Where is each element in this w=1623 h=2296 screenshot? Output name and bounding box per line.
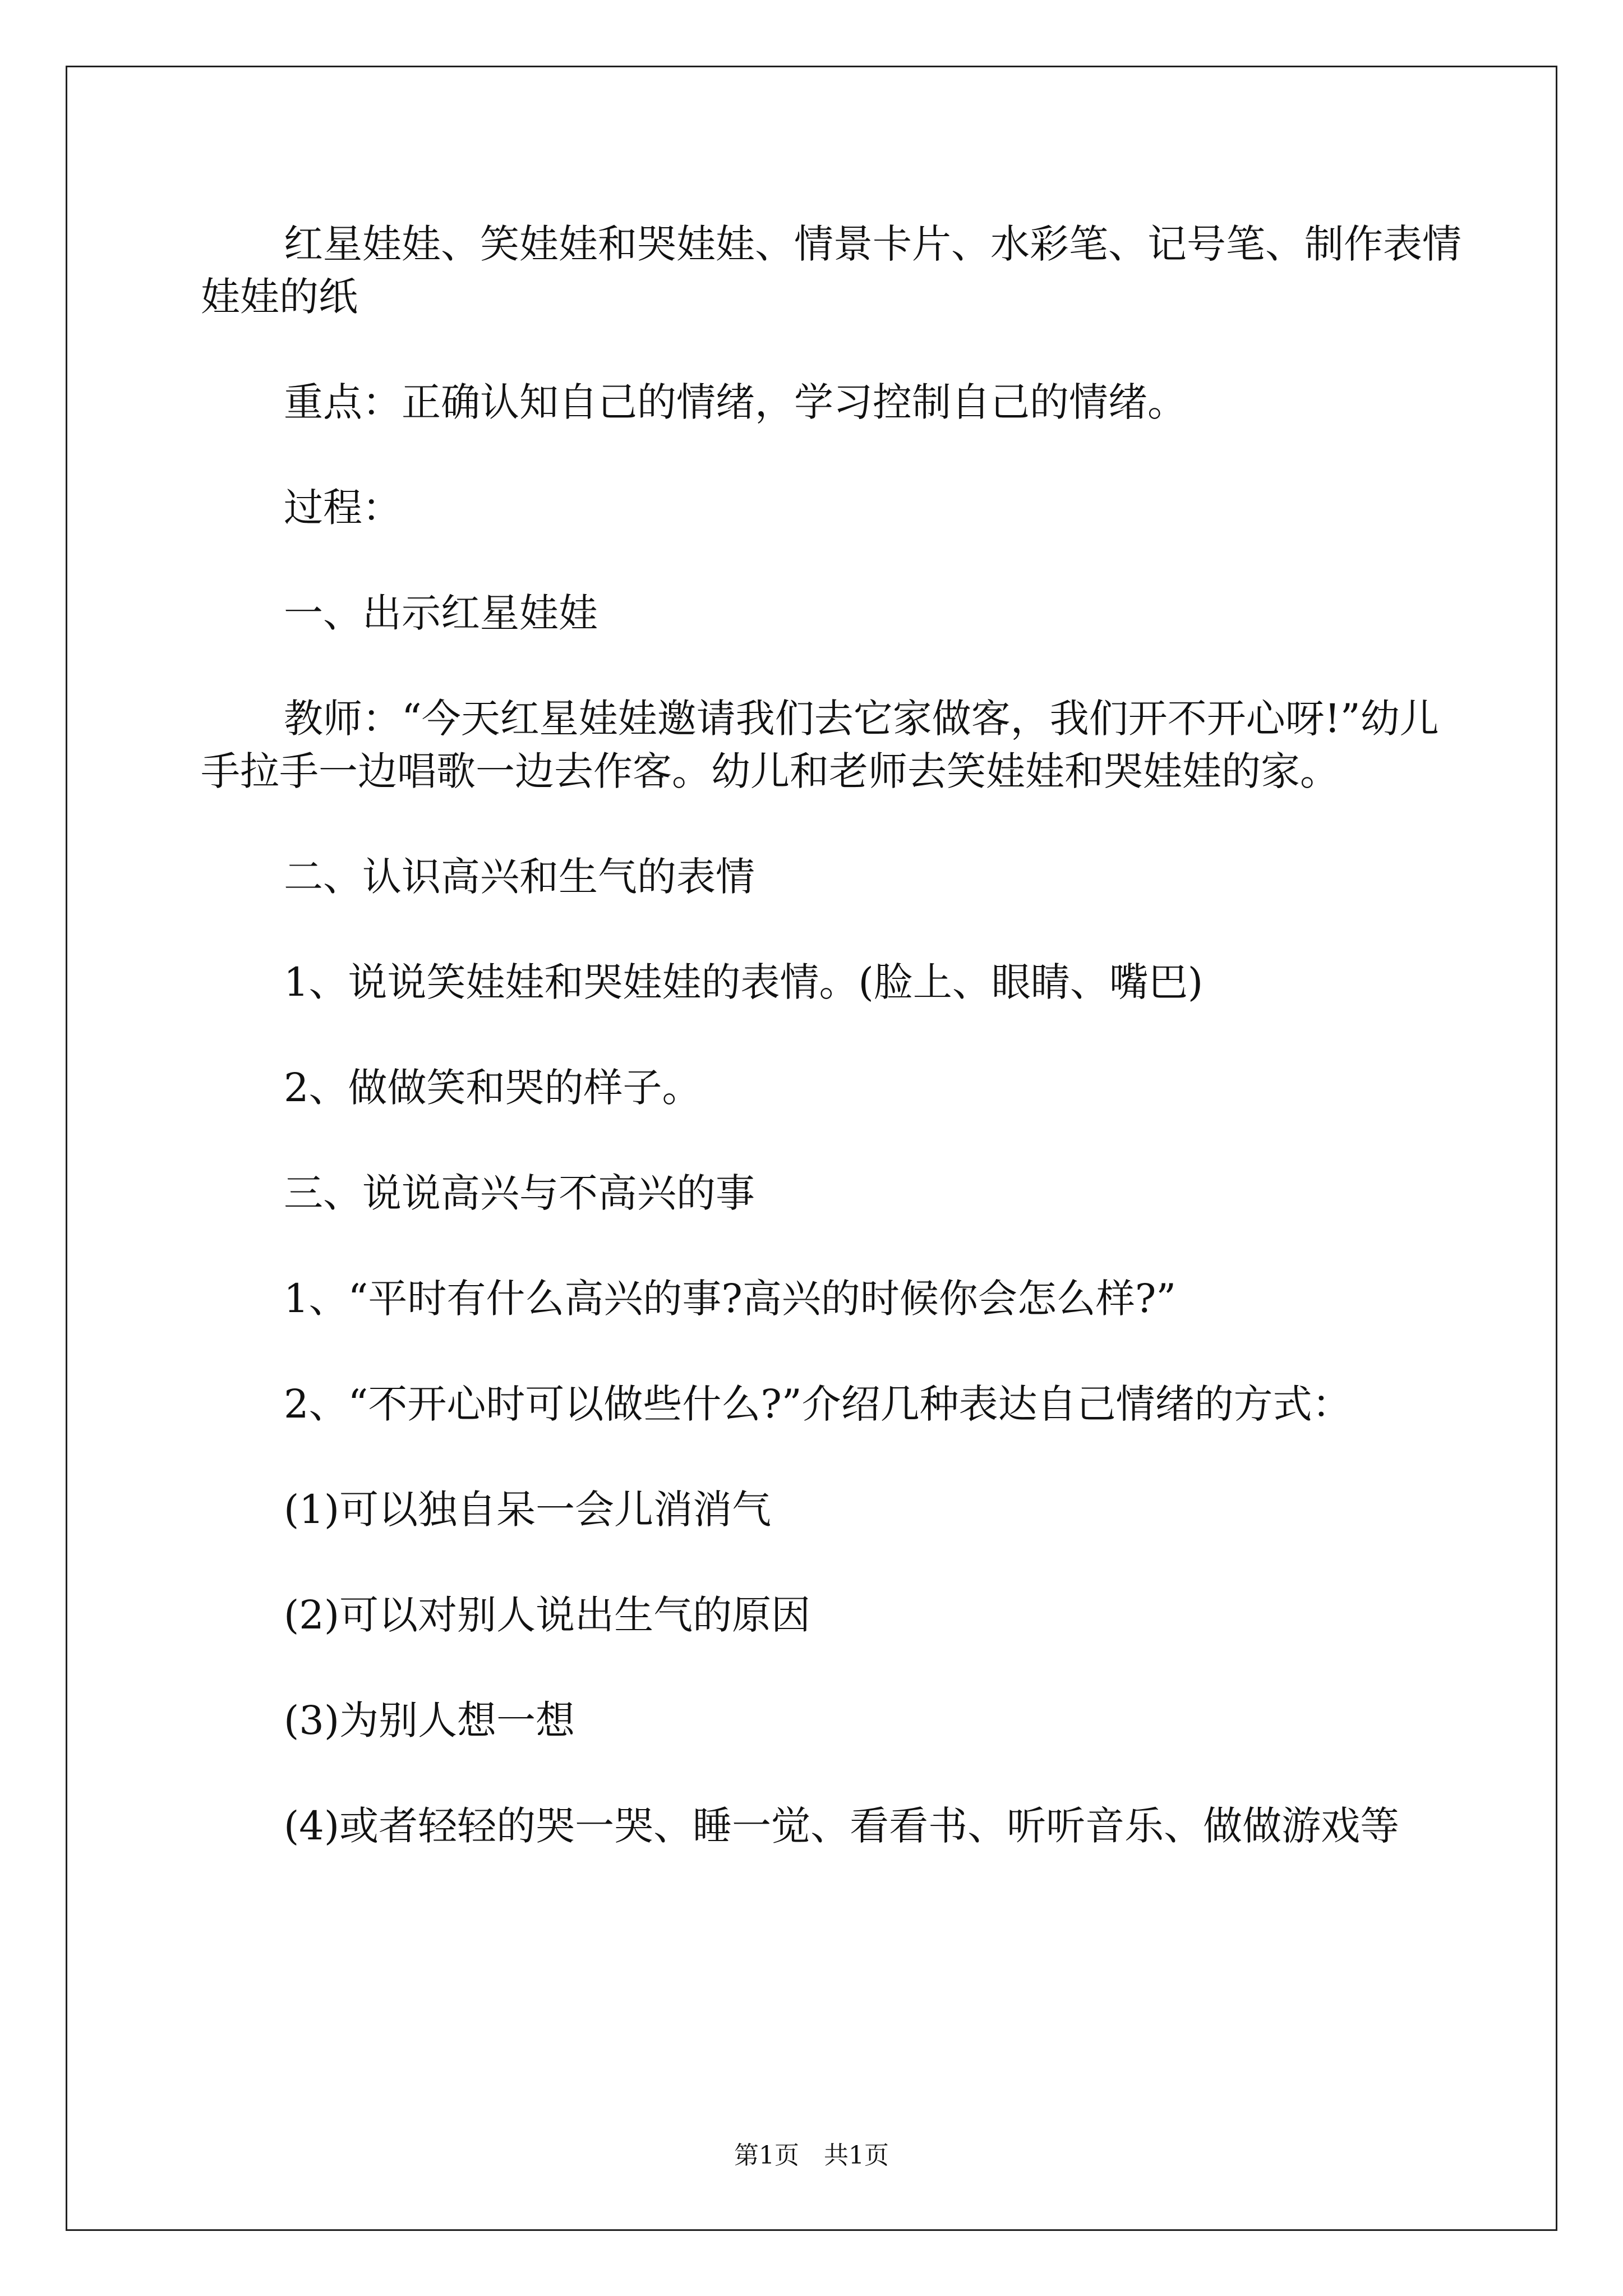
page-number: 第1页 — [734, 2141, 799, 2170]
paragraph-item-3-2: 2、“不开心时可以做些什么?”介绍几种表达自己情绪的方式： — [284, 1381, 1352, 1427]
paragraph-item-2-2: 2、做做笑和哭的样子。 — [284, 1065, 702, 1111]
paragraph-way-4: (4)或者轻轻的哭一哭、睡一觉、看看书、听听音乐、做做游戏等 — [284, 1803, 1400, 1849]
paragraph-item-2-1: 1、说说笑娃娃和哭娃娃的表情。(脸上、眼睛、嘴巴) — [284, 959, 1204, 1005]
paragraph-section-2: 二、认识高兴和生气的表情 — [284, 854, 755, 900]
paragraph-teacher-dialogue: 教师：“今天红星娃娃邀请我们去它家做客，我们开不开心呀!”幼儿手拉手一边唱歌一边去作客。幼儿和老师去笑娃娃和哭娃娃的家。 — [201, 696, 1439, 794]
paragraph-item-3-1: 1、“平时有什么高兴的事?高兴的时候你会怎么样?” — [284, 1276, 1177, 1322]
paragraph-way-1: (1)可以独自呆一会儿消消气 — [284, 1487, 772, 1533]
paragraph-section-3: 三、说说高兴与不高兴的事 — [284, 1170, 755, 1216]
paragraph-way-2: (2)可以对别人说出生气的原因 — [284, 1592, 811, 1638]
page-total: 共1页 — [824, 2141, 889, 2170]
paragraph-materials: 红星娃娃、笑娃娃和哭娃娃、情景卡片、水彩笔、记号笔、制作表情娃娃的纸 — [201, 221, 1461, 320]
paragraph-section-1: 一、出示红星娃娃 — [284, 590, 598, 636]
paragraph-process-heading: 过程： — [284, 485, 402, 531]
page-footer — [0, 2140, 1623, 2171]
paragraph-way-3: (3)为别人想一想 — [284, 1697, 575, 1743]
document-body — [201, 218, 1468, 1905]
paragraph-key-point: 重点：正确认知自己的情绪，学习控制自己的情绪。 — [284, 379, 1187, 425]
